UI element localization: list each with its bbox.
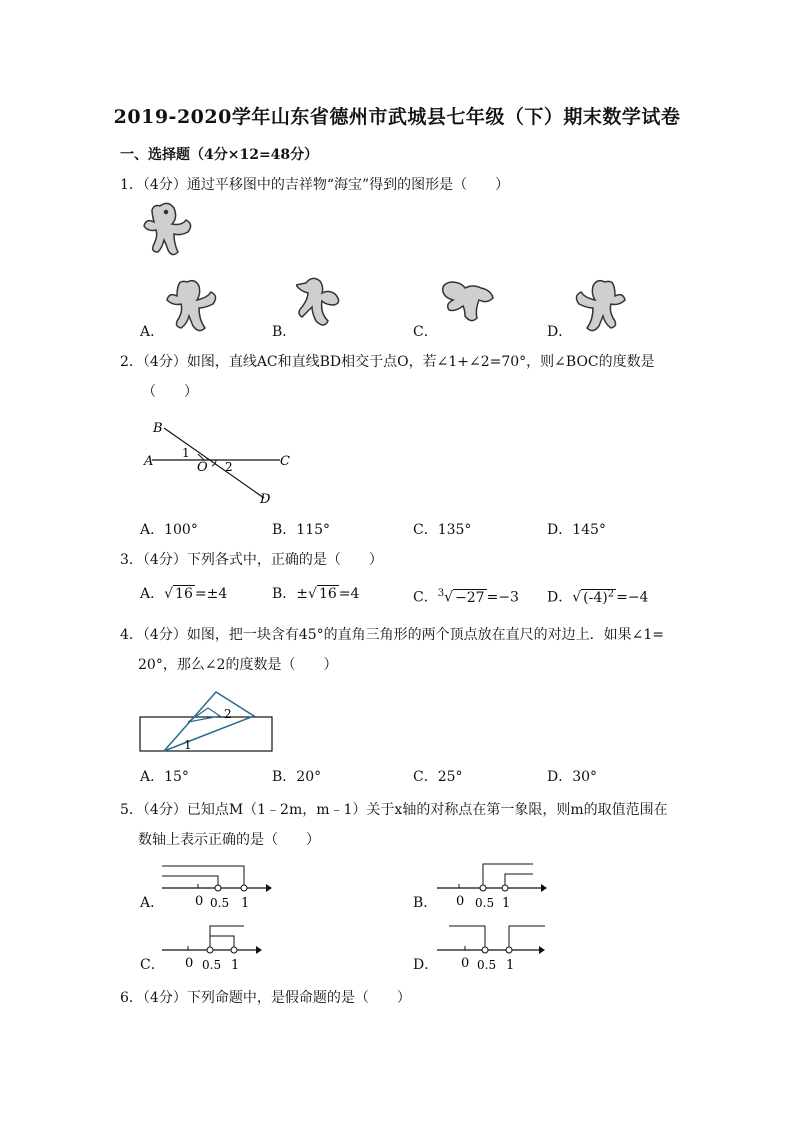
point-d-label: D xyxy=(260,492,271,507)
q4-ruler-triangle-figure xyxy=(138,686,278,756)
question-4-stem-line1: 4．（4分）如图，把一块含有45°的直角三角形的两个顶点放在直尺的对边上．如果∠1= xyxy=(120,627,664,643)
q2-intersecting-lines-figure xyxy=(140,412,300,512)
triangle-outer xyxy=(164,692,254,751)
q5-option-a-label[interactable]: A． xyxy=(140,895,165,911)
mascot-icon xyxy=(144,203,191,254)
option-label: A． xyxy=(140,586,165,602)
q5-option-a-number-line[interactable] xyxy=(160,858,272,910)
mascot-icon xyxy=(576,281,625,331)
point-o-label: O xyxy=(197,460,208,475)
question-2-stem-line1: 2．（4分）如图，直线AC和直线BD相交于点O，若∠1+∠2=70°，则∠BOC的度数是 xyxy=(120,354,655,370)
section-heading: 一、选择题（4分×12=48分） xyxy=(120,147,319,163)
option-label: B．± xyxy=(272,586,309,602)
q5-option-b-number-line[interactable] xyxy=(435,858,547,910)
q1-option-c-figure[interactable] xyxy=(437,278,497,334)
q5-option-d-label[interactable]: D． xyxy=(413,957,439,973)
root-index: 3 xyxy=(437,588,445,599)
question-2-stem-line2: （ ） xyxy=(142,384,198,400)
svg-text:0: 0 xyxy=(456,894,465,909)
point-c-label: C xyxy=(280,454,290,469)
svg-text:0.5: 0.5 xyxy=(475,896,495,910)
q1-option-b-figure[interactable] xyxy=(296,275,352,335)
q5-option-c-number-line[interactable] xyxy=(160,920,272,972)
svg-text:0: 0 xyxy=(461,956,470,971)
q5-option-d-number-line[interactable] xyxy=(435,920,551,972)
question-5-stem-line2: 数轴上表示正确的是（ ） xyxy=(138,832,320,848)
q2-option-d[interactable]: D．145° xyxy=(547,522,606,538)
svg-text:1: 1 xyxy=(241,896,250,910)
question-4-stem-line2: 20°，那么∠2的度数是（ ） xyxy=(138,657,338,673)
line-bd xyxy=(164,428,264,498)
mascot-icon xyxy=(167,281,216,331)
q2-option-b[interactable]: B．115° xyxy=(272,522,331,538)
question-6-stem: 6．（4分）下列命题中，是假命题的是（ ） xyxy=(120,990,411,1006)
triangle-inner xyxy=(188,708,220,722)
option-label: D． xyxy=(547,589,573,606)
radicand: $(-4)^2$ xyxy=(583,588,615,606)
q1-option-c-label[interactable]: C． xyxy=(413,324,438,340)
question-1-stem: 1．（4分）通过平移图中的吉祥物“海宝”得到的图形是（ ） xyxy=(120,177,510,193)
q4-option-b[interactable]: B．20° xyxy=(272,769,322,785)
svg-text:0.5: 0.5 xyxy=(202,958,222,972)
svg-text:0.5: 0.5 xyxy=(210,896,230,910)
radicand: 16 xyxy=(318,586,337,602)
mascot-reference-figure xyxy=(140,200,200,262)
svg-text:0: 0 xyxy=(195,894,204,909)
q5-option-c-label[interactable]: C． xyxy=(140,957,165,973)
q3-option-a[interactable]: A．√ 16 =±4 xyxy=(140,586,228,602)
svg-text:0: 0 xyxy=(185,956,194,971)
angle-2-label: 2 xyxy=(224,707,232,721)
q4-option-c[interactable]: C．25° xyxy=(413,769,463,785)
q2-option-a[interactable]: A．100° xyxy=(140,522,198,538)
radicand: −27 xyxy=(455,589,485,606)
svg-text:1: 1 xyxy=(502,896,511,910)
svg-text:1: 1 xyxy=(506,958,515,972)
point-b-label: B xyxy=(153,421,163,436)
mascot-icon xyxy=(443,282,493,321)
point-a-label: A xyxy=(144,454,154,469)
angle-2-label: 2 xyxy=(225,460,233,474)
q1-option-d-figure[interactable] xyxy=(571,278,629,338)
q4-option-a[interactable]: A．15° xyxy=(140,769,189,785)
q1-option-b-label[interactable]: B． xyxy=(272,324,297,340)
q3-option-c[interactable]: C．$^3$√ −27 =−3 xyxy=(413,588,519,606)
q5-option-b-label[interactable]: B． xyxy=(413,895,438,911)
q1-option-a-label[interactable]: A． xyxy=(140,324,165,340)
angle-1-label: 1 xyxy=(182,446,190,460)
svg-text:0.5: 0.5 xyxy=(477,958,497,972)
option-label: C． xyxy=(413,589,438,606)
question-5-stem-line1: 5．（4分）已知点M（1﹣2m，m﹣1）关于x轴的对称点在第一象限，则m的取值范围在 xyxy=(120,802,668,818)
question-3-stem: 3．（4分）下列各式中，正确的是（ ） xyxy=(120,552,383,568)
mascot-icon xyxy=(296,278,339,325)
svg-text:1: 1 xyxy=(231,958,240,972)
angle-1-label: 1 xyxy=(184,738,192,752)
q3-option-b[interactable]: B．±√ 16 =4 xyxy=(272,586,360,602)
radicand: 16 xyxy=(175,586,193,602)
q1-option-a-figure[interactable] xyxy=(163,278,221,338)
q4-option-d[interactable]: D．30° xyxy=(547,769,598,785)
q1-option-d-label[interactable]: D． xyxy=(547,324,573,340)
q2-option-c[interactable]: C．135° xyxy=(413,522,472,538)
page-title: 2019-2020学年山东省德州市武城县七年级（下）期末数学试卷 xyxy=(113,106,681,128)
q3-option-d[interactable]: D．√ $(-4)^2 =-4$ xyxy=(547,588,649,606)
